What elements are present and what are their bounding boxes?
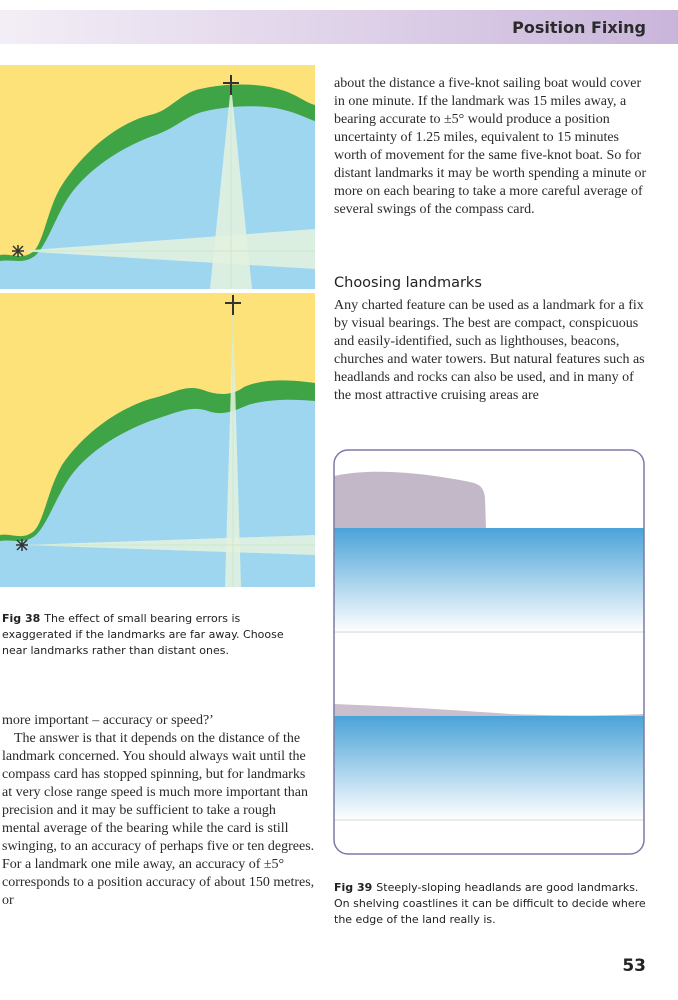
fig39-label: Fig 39 (334, 881, 373, 894)
page-number: 53 (622, 956, 646, 976)
fig39-bottom-sea (334, 716, 644, 820)
fig39-caption (334, 880, 650, 928)
left-column-text (2, 712, 316, 910)
right-column-paragraph-1: about the distance a five-knot sailing boat would cover in one minute. If the landmark was 15 miles away, a bearing accurate to ±5° would produce a position uncertainty of 1.25 miles, equivalent to 15 minutes worth of movement for the same five-knot boat. So for distant landmarks it may be worth spending a minute or more on each bearing to take a more careful average of several swings of the compass card. (334, 76, 647, 217)
fig38-top-panel (0, 65, 315, 289)
fig39-caption-text: Steeply-sloping headlands are good landmarks. On shelving coastlines it can be difficult to decide where the edge of the land really is. (334, 881, 646, 926)
left-column-paragraph-1: more important – accuracy or speed?’ (2, 713, 214, 728)
fig39-top-sea (334, 528, 644, 632)
fig38-bottom-beacon-symbol (16, 539, 28, 551)
fig38-caption (2, 611, 312, 659)
fig38-top-beacon-symbol (12, 245, 24, 257)
page-header-title: Position Fixing (512, 18, 646, 37)
fig38-label: Fig 38 (2, 612, 41, 625)
left-column-paragraph-2: The answer is that it depends on the distance of the landmark concerned. You should always wait until the compass card has stopped spinning, but for landmarks at very close range speed is much more important than precision and it may be sufficient to take a rough mental average of the bearing while the card is still swinging, to an accuracy of perhaps five or ten degrees. For a landmark one mile away, an accuracy of ±5° corresponds to a position accuracy of about 150 metres, or (2, 731, 315, 908)
section-heading-choosing-landmarks: Choosing landmarks (334, 275, 482, 291)
fig38-caption-text: The effect of small bearing errors is exaggerated if the landmarks are far away. Choose near landmarks rather than distant ones. (2, 612, 284, 657)
right-column-paragraph-2: Any charted feature can be used as a landmark for a fix by visual bearings. The best are compact, conspicuous and easily-identified, such as lighthouses, beacons, churches and water towers. But natural features such as headlands and rocks can also be used, and in many of the most attractive cruising areas are (334, 298, 645, 403)
fig38-bottom-panel (0, 293, 315, 587)
fig39-illustration (330, 446, 648, 858)
fig38-illustration (0, 65, 315, 587)
